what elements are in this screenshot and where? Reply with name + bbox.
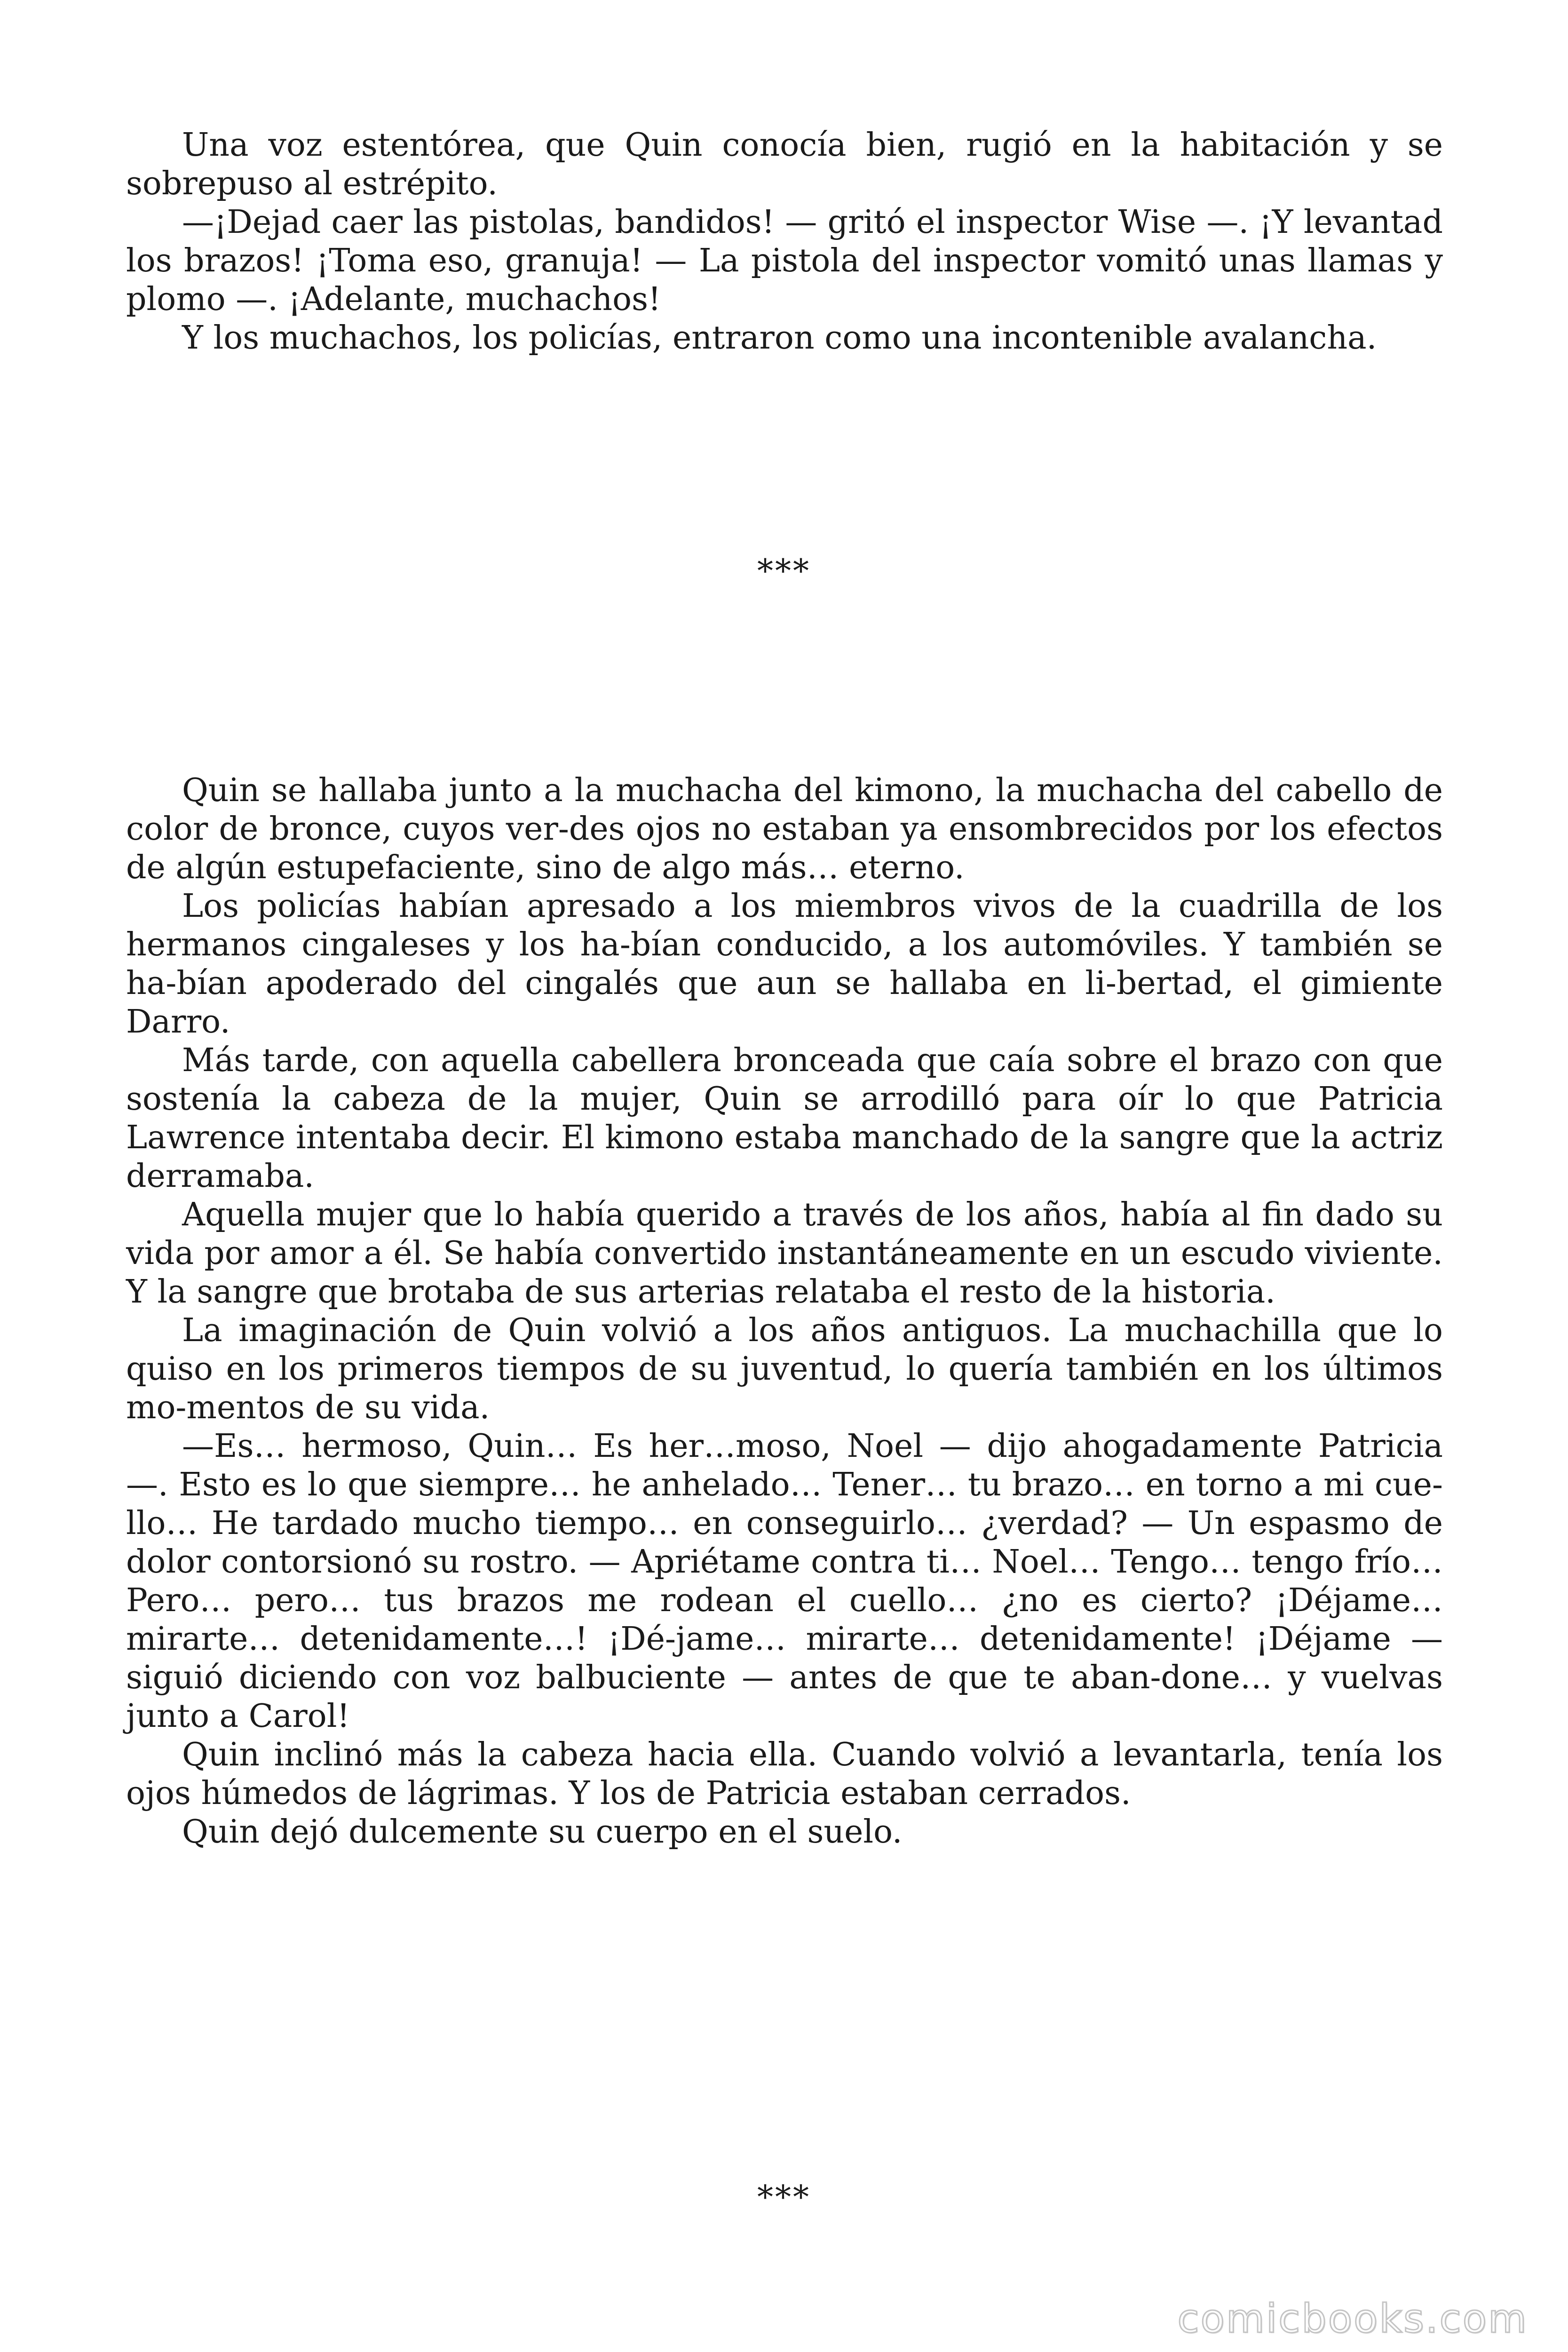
section-separator: *** bbox=[757, 553, 811, 590]
paragraph: —¡Dejad caer las pistolas, bandidos! — gritó el inspector Wise —. ¡Y levantad los brazos! ¡Toma eso, granuja! — La pistola del inspector vomitó unas llamas y plomo —. ¡Adelante, muchachos! bbox=[126, 204, 1443, 318]
paragraph: Más tarde, con aquella cabellera bronceada que caía sobre el brazo con que sostenía la cabeza de la mujer, Quin se arrodilló para oír lo que Patricia Lawrence intentaba decir. El kimono estaba manchado de la sangre que la actriz derramaba. bbox=[126, 1042, 1443, 1195]
text-block-main bbox=[126, 771, 1443, 1851]
paragraph: Y los muchachos, los policías, entraron como una incontenible avalancha. bbox=[182, 319, 1377, 357]
paragraph: Quin inclinó más la cabeza hacia ella. Cuando volvió a levantarla, tenía los ojos húmedos de lágrimas. Y los de Patricia estaban cerrados. bbox=[126, 1736, 1443, 1812]
paragraph: Aquella mujer que lo había querido a través de los años, había al fin dado su vida por amor a él. Se había convertido instantáneamente en un escudo viviente. Y la sangre que brotaba de sus arterias relataba el resto de la historia. bbox=[126, 1196, 1443, 1311]
watermark: comicbooks.com bbox=[1177, 2296, 1528, 2342]
section-separator: *** bbox=[757, 2179, 811, 2216]
paragraph: Los policías habían apresado a los miembros vivos de la cuadrilla de los hermanos cingaleses y los ha-bían conducido, a los automóviles. Y también se ha-bían apoderado del cingalés que aun se hallaba en li-bertad, el gimiente Darro. bbox=[126, 888, 1443, 1041]
paragraph: La imaginación de Quin volvió a los años antiguos. La muchachilla que lo quiso en los primeros tiempos de su juventud, lo quería también en los últimos mo-mentos de su vida. bbox=[126, 1312, 1443, 1426]
paragraph: —Es… hermoso, Quin… Es her…moso, Noel — dijo ahogadamente Patricia —. Esto es lo que siempre… he anhelado… Tener… tu brazo… en torno a mi cue-llo… He tardado mucho tiempo… en conseguirlo… ¿verdad? — Un espasmo de dolor contorsionó su rostro. — Apriétame contra ti… Noel… Tengo… tengo frío… Pero… pero… tus brazos me rodean el cuello… ¿no es cierto? ¡Déjame… mirarte… detenidamente…! ¡Dé-jame… mirarte… detenidamente! ¡Déjame — siguió diciendo con voz balbuciente — antes de que te aban-done… y vuelvas junto a Carol! bbox=[126, 1428, 1443, 1735]
paragraph: Quin dejó dulcemente su cuerpo en el suelo. bbox=[182, 1813, 903, 1851]
paragraph: Una voz estentórea, que Quin conocía bien, rugió en la habitación y se sobrepuso al estrépito. bbox=[126, 127, 1443, 202]
paragraph: Quin se hallaba junto a la muchacha del kimono, la muchacha del cabello de color de bronce, cuyos ver-des ojos no estaban ya ensombrecidos por los efectos de algún estupefaciente, sino de algo más… eterno. bbox=[126, 772, 1443, 886]
text-block-top bbox=[126, 126, 1443, 358]
